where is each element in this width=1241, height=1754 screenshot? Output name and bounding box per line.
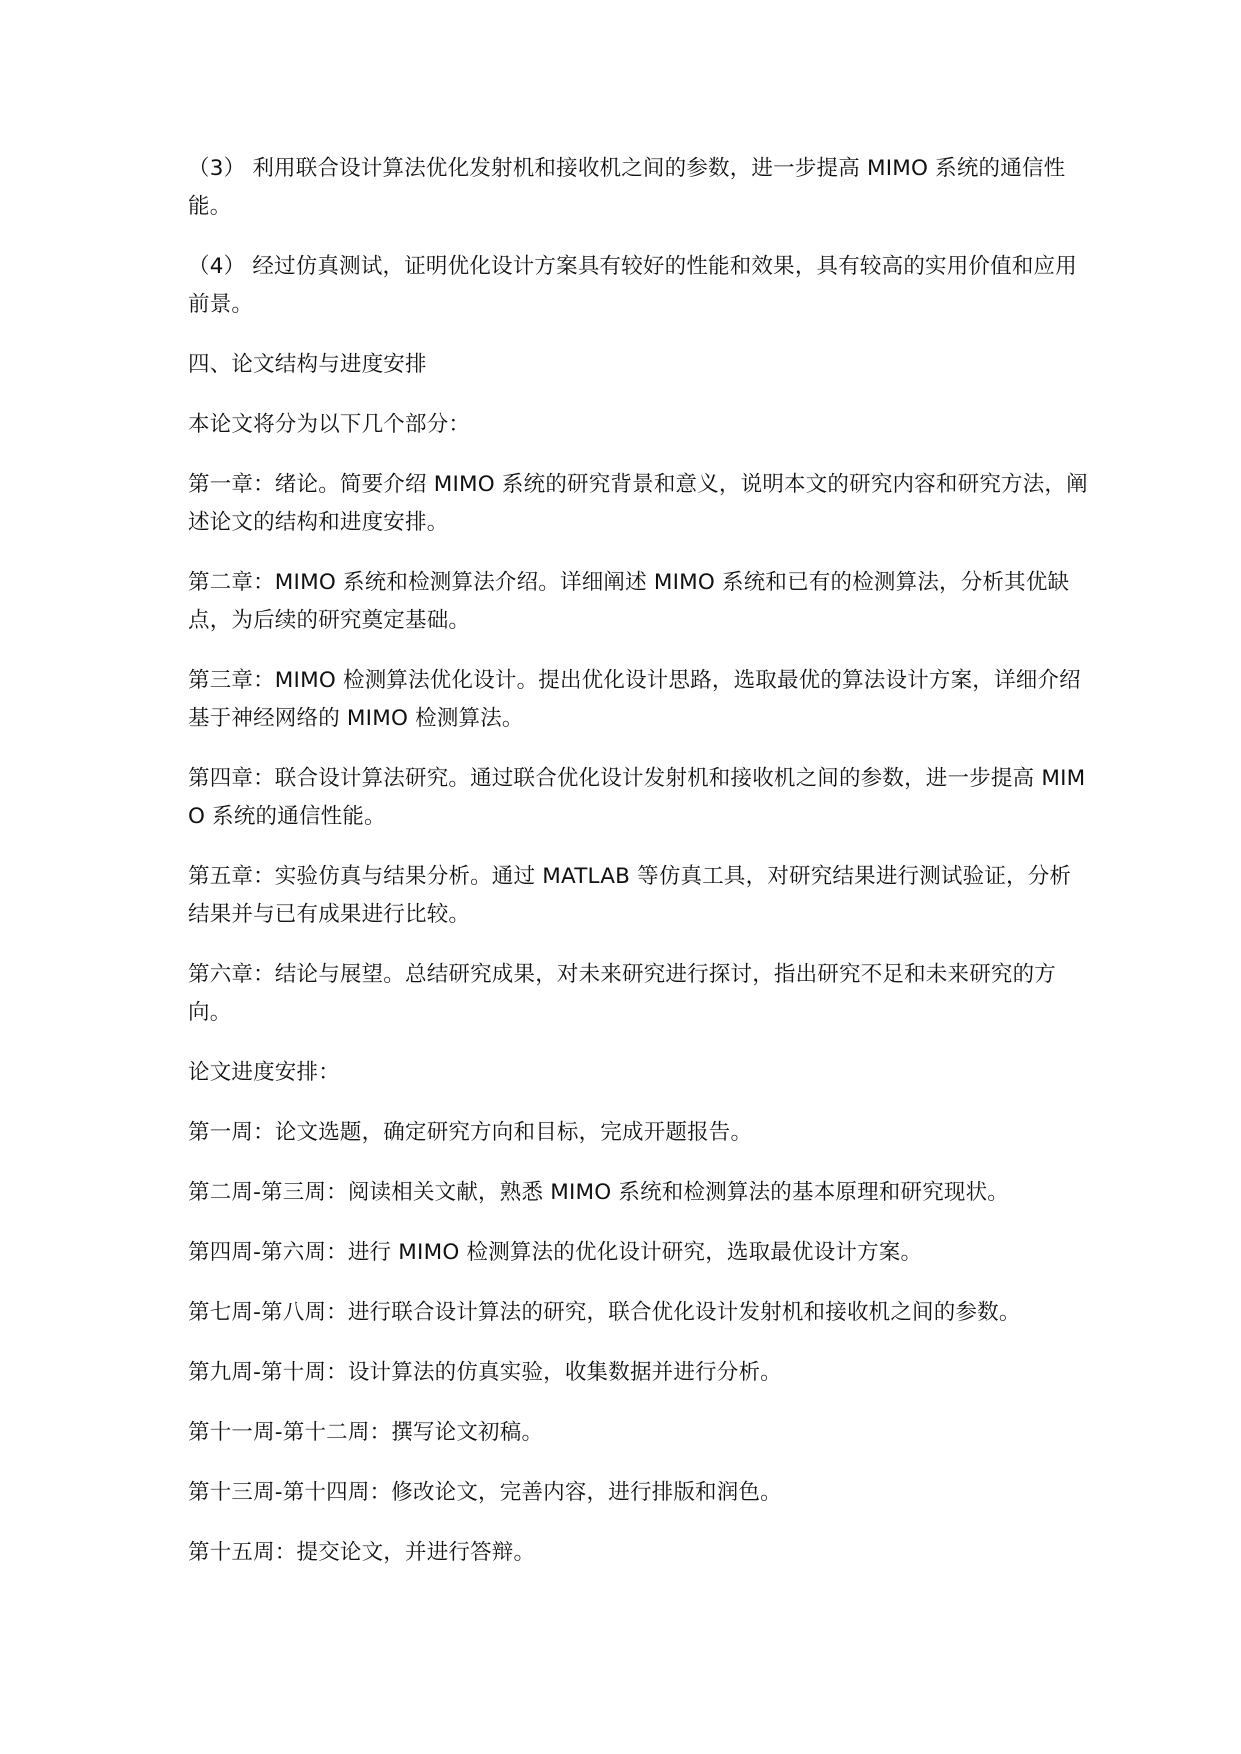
paragraph-intro: 本论文将分为以下几个部分： <box>188 412 471 437</box>
paragraph-week-15: 第十五周：提交论文，并进行答辩。 <box>188 1540 536 1565</box>
paragraph-schedule-title: 论文进度安排： <box>188 1060 340 1085</box>
paragraph-week-2-3: 第二周-第三周：阅读相关文献，熟悉 MIMO 系统和检测算法的基本原理和研究现状。 <box>188 1180 1009 1205</box>
paragraph-chapter-6: 第六章：结论与展望。总结研究成果，对未来研究进行探讨，指出研究不足和未来研究的方向。 <box>188 962 1057 1025</box>
document-body <box>188 150 1088 1594</box>
paragraph-week-7-8: 第七周-第八周：进行联合设计算法的研究，联合优化设计发射机和接收机之间的参数。 <box>188 1300 1021 1325</box>
paragraph-week-9-10: 第九周-第十周：设计算法的仿真实验，收集数据并进行分析。 <box>188 1360 782 1385</box>
section-heading: 四、论文结构与进度安排 <box>188 352 427 377</box>
paragraph-week-1: 第一周：论文选题，确定研究方向和目标，完成开题报告。 <box>188 1120 753 1145</box>
paragraph-objective-4: （4） 经过仿真测试，证明优化设计方案具有较好的性能和效果，具有较高的实用价值和应用前景。 <box>188 254 1077 317</box>
paragraph-week-4-6: 第四周-第六周：进行 MIMO 检测算法的优化设计研究，选取最优设计方案。 <box>188 1240 923 1265</box>
paragraph-chapter-5: 第五章：实验仿真与结果分析。通过 MATLAB 等仿真工具，对研究结果进行测试验证，分析结果并与已有成果进行比较。 <box>188 864 1072 927</box>
paragraph-week-13-14: 第十三周-第十四周：修改论文，完善内容，进行排版和润色。 <box>188 1480 782 1505</box>
paragraph-week-11-12: 第十一周-第十二周：撰写论文初稿。 <box>188 1420 544 1445</box>
paragraph-chapter-3: 第三章：MIMO 检测算法优化设计。提出优化设计思路，选取最优的算法设计方案，详细介绍基于神经网络的 MIMO 检测算法。 <box>188 668 1081 731</box>
paragraph-chapter-1: 第一章：绪论。简要介绍 MIMO 系统的研究背景和意义，说明本文的研究内容和研究方法，阐述论文的结构和进度安排。 <box>188 472 1088 535</box>
paragraph-chapter-4: 第四章：联合设计算法研究。通过联合优化设计发射机和接收机之间的参数，进一步提高 MIMO 系统的通信性能。 <box>188 766 1086 829</box>
paragraph-objective-3: （3） 利用联合设计算法优化发射机和接收机之间的参数，进一步提高 MIMO 系统的通信性能。 <box>188 156 1066 219</box>
paragraph-chapter-2: 第二章：MIMO 系统和检测算法介绍。详细阐述 MIMO 系统和已有的检测算法，分析其优缺点，为后续的研究奠定基础。 <box>188 570 1070 633</box>
